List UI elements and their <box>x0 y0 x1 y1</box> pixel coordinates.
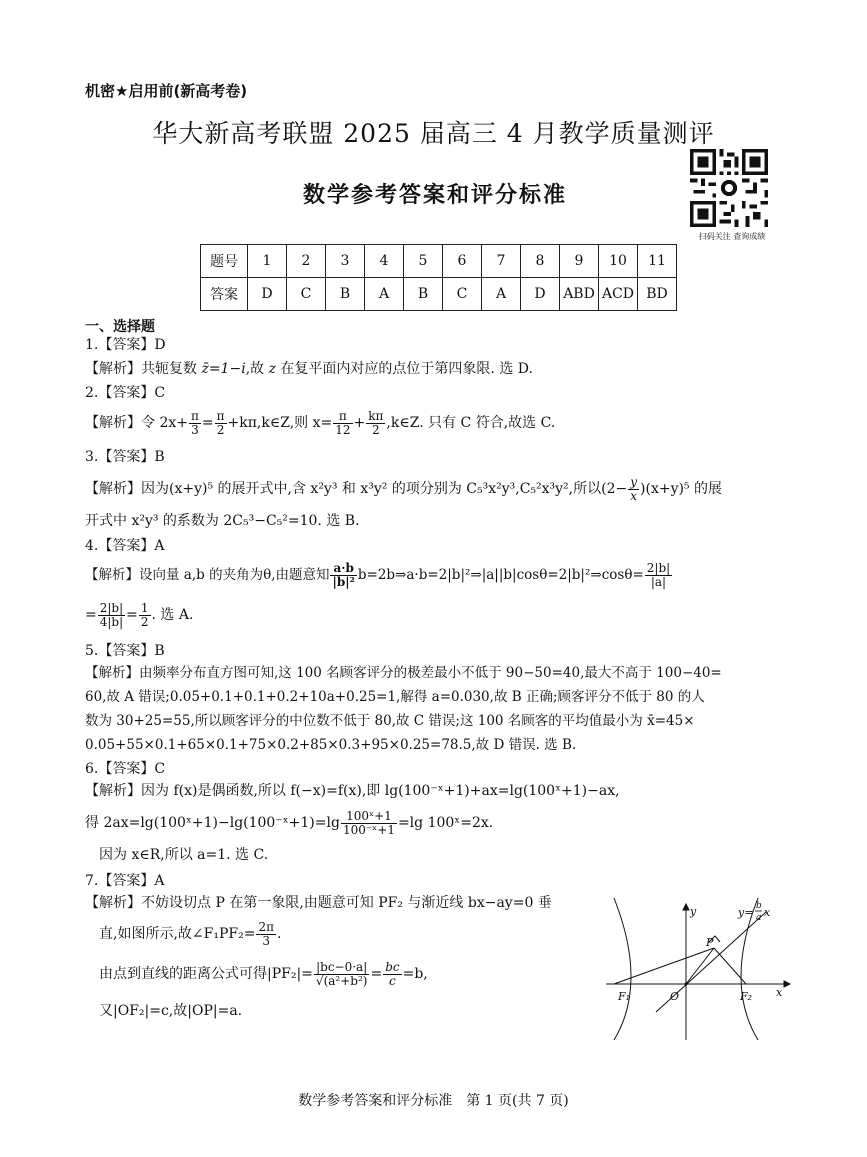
table-cell: D <box>248 278 287 311</box>
fraction <box>139 602 151 629</box>
table-row-numbers <box>201 245 677 278</box>
numerator: π <box>333 410 352 424</box>
fraction <box>628 476 639 503</box>
focus-f2-label: F₂ <box>740 990 753 1003</box>
fraction <box>645 562 672 589</box>
fraction <box>256 921 276 948</box>
qr-caption: 扫码关注 查询成绩 <box>698 232 766 241</box>
origin-point <box>685 983 688 986</box>
text: 【解析】令 2x+ <box>85 415 188 431</box>
q1-answer: 1.【答案】D <box>85 337 166 353</box>
y-axis-arrow <box>683 904 689 910</box>
q3-answer: 3.【答案】B <box>85 449 165 465</box>
q2-answer: 2.【答案】C <box>85 385 166 401</box>
table-cell: 1 <box>248 245 287 278</box>
fraction <box>98 602 125 629</box>
asymptote-x: x <box>764 906 771 919</box>
denominator: 4|b| <box>99 614 124 629</box>
q3-analysis-line2: 开式中 x²y³ 的系数为 2C₅³−C₅²=10. 选 B. <box>85 513 360 529</box>
asymptote-numerator: b <box>756 901 762 911</box>
fraction <box>366 410 385 437</box>
q5-analysis-line4: 0.05+55×0.1+65×0.1+75×0.2+85×0.3+95×0.25=78.5,故 D 错误. 选 B. <box>85 737 577 753</box>
fraction <box>341 810 397 837</box>
text: = <box>201 415 214 431</box>
denominator: 3 <box>191 422 199 437</box>
row-label-number: 题号 <box>201 245 248 278</box>
fraction <box>333 410 352 437</box>
denominator: x <box>630 488 638 503</box>
x-axis-arrow <box>784 981 790 987</box>
text: + <box>353 415 366 431</box>
text: 得 2ax=lg(100ˣ+1)−lg(100⁻ˣ+1)=lg <box>85 815 340 831</box>
focus-f1-label: F₁ <box>618 990 631 1003</box>
qr-code-icon[interactable] <box>690 149 768 227</box>
fraction <box>330 562 356 589</box>
text: (2− <box>601 481 628 497</box>
denominator: |a| <box>650 575 667 589</box>
fraction <box>383 961 401 988</box>
q5-analysis-line3: 数为 30+25=55,所以顾客评分的中位数不低于 80,故 C 错误;这 100 名顾客的平均值最小为 x̄=45× <box>85 713 695 729</box>
q7-analysis-line2 <box>99 918 281 950</box>
text: 在复平面内对应的点位于第四象限. 选 D. <box>275 361 533 377</box>
q4-analysis-line1 <box>85 560 673 590</box>
numerator: 2|b| <box>646 561 671 575</box>
text: 【解析】共轭复数 <box>85 361 202 377</box>
table-cell: 6 <box>443 245 482 278</box>
point-p-label: P <box>706 936 714 949</box>
q7-analysis-line4: 又|OF₂|=c,故|OP|=a. <box>99 1003 243 1019</box>
table-cell: A <box>482 278 521 311</box>
text: = <box>370 966 383 982</box>
fraction <box>189 410 201 437</box>
text: = <box>85 607 97 623</box>
answer-table <box>200 244 677 311</box>
asymptote-label: y= <box>738 906 754 919</box>
denominator: 2 <box>372 422 380 437</box>
numerator: 100ˣ+1 <box>341 810 397 824</box>
text: . <box>276 926 282 942</box>
table-cell: BD <box>638 278 677 311</box>
numerator: 1 <box>140 600 149 615</box>
text: 【解析】设向量 a,b 的夹角为θ,由题意知 <box>85 567 330 583</box>
q7-analysis-line3 <box>99 956 428 992</box>
math: z̄=1−i <box>201 361 246 377</box>
table-cell: ACD <box>599 278 638 311</box>
q6-analysis-line3: 因为 x∈R,所以 a=1. 选 C. <box>99 847 269 863</box>
denominator: 12 <box>335 422 351 437</box>
table-cell: ABD <box>560 278 599 311</box>
denominator: |b|² <box>332 575 355 589</box>
hyperbola-left-branch <box>614 898 631 1040</box>
q7-analysis-line1: 【解析】不妨设切点 P 在第一象限,由题意可知 PF₂ 与渐近线 bx−ay=0 垂 <box>85 895 552 911</box>
denominator: 2 <box>140 614 149 629</box>
q6-analysis-line1: 【解析】因为 f(x)是偶函数,所以 f(−x)=f(x),即 lg(100⁻ˣ+1)+ax=lg(100ˣ+1)−ax, <box>85 783 620 799</box>
q5-analysis-line2: 60,故 A 错误;0.05+0.1+0.1+0.2+10a+0.25=1,解得 a=0.030,故 B 正确;顾客评分不低于 80 的人 <box>85 689 705 705</box>
denominator: 100⁻ˣ+1 <box>342 822 395 837</box>
text: 由点到直线的距离公式可得|PF₂|= <box>99 966 313 982</box>
text: 【解析】因为(x+y)⁵ 的展开式中,含 x²y³ 和 x³y² 的项分别为 C₅³x²y³,C₅²x³y²,所以 <box>85 481 602 497</box>
table-cell: 4 <box>365 245 404 278</box>
table-cell: 9 <box>560 245 599 278</box>
numerator: bc <box>385 959 400 974</box>
q2-analysis <box>85 408 555 438</box>
q7-answer: 7.【答案】A <box>85 873 165 889</box>
q1-analysis <box>85 360 533 378</box>
text: = <box>126 607 138 623</box>
page-footer: 数学参考答案和评分标准 第 1 页(共 7 页) <box>298 1093 569 1109</box>
numerator: a·b <box>330 562 356 576</box>
table-cell: C <box>287 278 326 311</box>
hyperbola-figure <box>606 890 796 1040</box>
y-axis-label: y <box>690 905 697 918</box>
table-cell: 8 <box>521 245 560 278</box>
numerator: y <box>630 474 638 489</box>
table-cell: 3 <box>326 245 365 278</box>
denominator: 3 <box>262 933 271 948</box>
math: z <box>268 361 276 377</box>
table-cell: 10 <box>599 245 638 278</box>
table-cell: A <box>365 278 404 311</box>
q5-answer: 5.【答案】B <box>85 643 165 659</box>
table-cell: 7 <box>482 245 521 278</box>
numerator: |bc−0·a| <box>314 961 370 975</box>
text: b=2b⇒a·b=2|b|²⇒|a||b|cosθ=2|b|²⇒cosθ= <box>357 567 644 583</box>
numerator: 2π <box>258 919 274 934</box>
numerator: π <box>190 408 199 423</box>
table-cell: B <box>404 278 443 311</box>
numerator: π <box>216 408 225 423</box>
text: =b, <box>402 966 428 982</box>
table-cell: 2 <box>287 245 326 278</box>
q6-analysis-line2 <box>85 806 493 840</box>
numerator: kπ <box>368 408 384 423</box>
denominator: √(a²+b²) <box>315 973 368 988</box>
text: ,故 <box>245 361 269 377</box>
q5-analysis-line1: 【解析】由频率分布直方图可知,这 100 名顾客评分的极差最小不低于 90−50=40,最大不高于 100−40= <box>85 665 722 681</box>
q3-analysis-line1 <box>85 474 722 504</box>
origin-label: O <box>670 990 680 1003</box>
q4-analysis-line2 <box>85 600 193 630</box>
text: +kπ,k∈Z,则 x= <box>227 415 333 431</box>
table-row-answers <box>201 278 677 311</box>
q6-answer: 6.【答案】C <box>85 761 166 777</box>
numerator: 2|b| <box>99 600 124 615</box>
denominator: c <box>389 973 396 988</box>
q4-answer: 4.【答案】A <box>85 538 165 554</box>
table-cell: 5 <box>404 245 443 278</box>
x-axis-label: x <box>776 986 783 999</box>
text: =lg 100ˣ=2x. <box>397 815 494 831</box>
table-cell: B <box>326 278 365 311</box>
exam-title: 华大新高考联盟 2025 届高三 4 月教学质量测评 <box>152 119 715 148</box>
fraction <box>215 410 227 437</box>
confidential-label: 机密★启用前(新高考卷) <box>85 82 248 100</box>
doc-title: 数学参考答案和评分标准 <box>302 183 567 208</box>
asymptote-denominator: a <box>756 913 762 923</box>
table-cell: D <box>521 278 560 311</box>
text: 直,如图所示,故∠F₁PF₂= <box>99 926 256 942</box>
row-label-answer: 答案 <box>201 278 248 311</box>
denominator: 2 <box>216 422 225 437</box>
table-cell: 11 <box>638 245 677 278</box>
text: ,k∈Z. 只有 C 符合,故选 C. <box>386 415 556 431</box>
fraction <box>314 961 370 988</box>
text: )(x+y)⁵ 的展 <box>640 481 722 497</box>
text: . 选 A. <box>151 607 194 623</box>
section-title: 一、选择题 <box>85 319 155 335</box>
table-cell: C <box>443 278 482 311</box>
